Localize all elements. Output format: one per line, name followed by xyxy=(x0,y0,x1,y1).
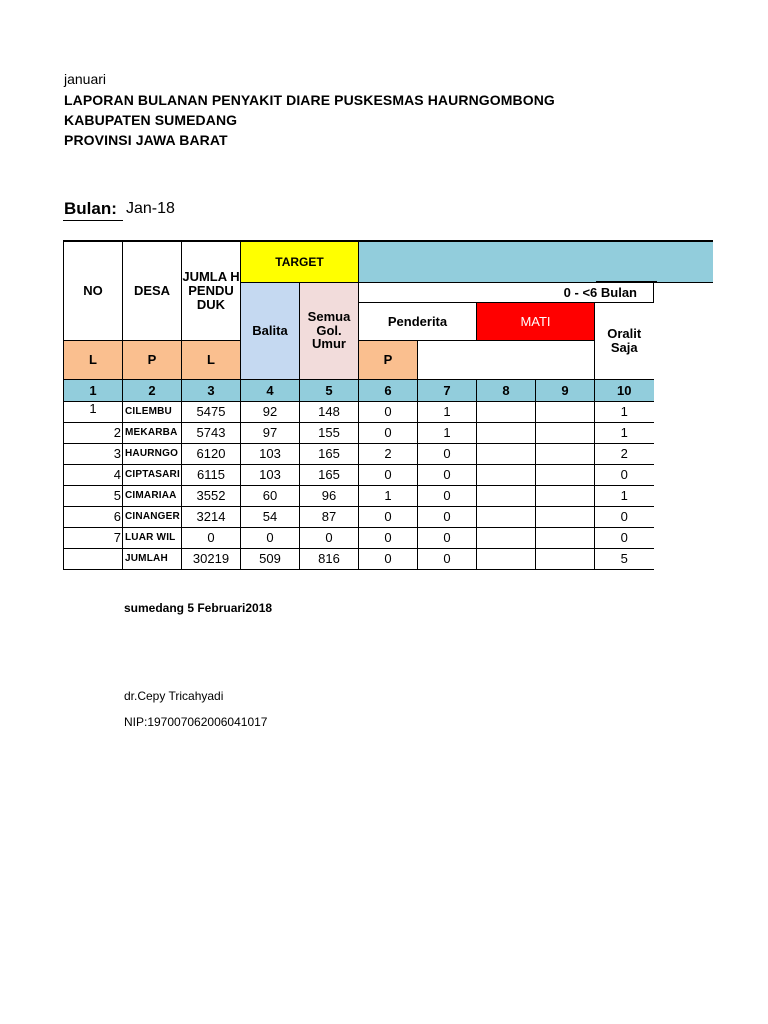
header-row-top xyxy=(64,241,713,282)
row-no: 4 xyxy=(64,464,123,485)
row-no xyxy=(64,548,123,569)
row-semua: 0 xyxy=(300,527,359,548)
row-oralit: 0 xyxy=(595,506,654,527)
table-row xyxy=(64,527,713,548)
diarrhea-report-table xyxy=(63,240,713,570)
row-mati-l xyxy=(477,506,536,527)
row-mati-p xyxy=(536,527,595,548)
header-mati: MATI xyxy=(477,302,595,340)
row-penderita-l: 0 xyxy=(359,506,418,527)
row-penduduk: 6120 xyxy=(182,443,241,464)
header-target: TARGET xyxy=(241,241,359,282)
row-penduduk: 6115 xyxy=(182,464,241,485)
row-mati-l xyxy=(477,443,536,464)
row-balita: 509 xyxy=(241,548,300,569)
table-row xyxy=(64,401,713,422)
row-desa: CINANGER xyxy=(123,506,182,527)
row-penduduk: 3214 xyxy=(182,506,241,527)
row-oralit: 1 xyxy=(595,485,654,506)
column-number: 5 xyxy=(300,379,359,401)
row-semua: 96 xyxy=(300,485,359,506)
row-desa: LUAR WIL xyxy=(123,527,182,548)
row-mati-p xyxy=(536,401,595,422)
report-month: januari xyxy=(64,71,107,87)
table-row xyxy=(64,464,713,485)
row-penderita-l: 0 xyxy=(359,548,418,569)
row-penderita-l: 1 xyxy=(359,485,418,506)
period-label-underline xyxy=(63,220,123,221)
row-mati-p xyxy=(536,548,595,569)
row-balita: 103 xyxy=(241,464,300,485)
row-penderita-l: 0 xyxy=(359,464,418,485)
row-oralit: 0 xyxy=(595,527,654,548)
row-mati-l xyxy=(477,422,536,443)
header-semua-gol-umur: Semua Gol. Umur xyxy=(300,282,359,379)
row-mati-p xyxy=(536,443,595,464)
row-no: 2 xyxy=(64,422,123,443)
column-number-row xyxy=(64,379,713,401)
table-row xyxy=(64,506,713,527)
row-penderita-l: 0 xyxy=(359,401,418,422)
table-row xyxy=(64,422,713,443)
row-mati-p xyxy=(536,506,595,527)
row-balita: 0 xyxy=(241,527,300,548)
row-balita: 54 xyxy=(241,506,300,527)
row-penderita-p: 0 xyxy=(418,527,477,548)
row-penderita-p: 0 xyxy=(418,506,477,527)
row-semua: 155 xyxy=(300,422,359,443)
row-balita: 92 xyxy=(241,401,300,422)
row-mati-p xyxy=(536,422,595,443)
row-mati-l xyxy=(477,485,536,506)
header-teal-band xyxy=(359,241,713,282)
table-total-row xyxy=(64,548,713,569)
row-penderita-l: 2 xyxy=(359,443,418,464)
row-penduduk: 30219 xyxy=(182,548,241,569)
report-province: PROVINSI JAWA BARAT xyxy=(64,132,228,148)
row-penderita-p: 0 xyxy=(418,464,477,485)
row-mati-l xyxy=(477,464,536,485)
row-no: 6 xyxy=(64,506,123,527)
row-balita: 97 xyxy=(241,422,300,443)
row-semua: 816 xyxy=(300,548,359,569)
row-balita: 103 xyxy=(241,443,300,464)
row-semua: 165 xyxy=(300,464,359,485)
row-penderita-l: 0 xyxy=(359,422,418,443)
age-row-rule xyxy=(596,281,657,282)
row-penderita-p: 1 xyxy=(418,422,477,443)
period-value: Jan-18 xyxy=(126,200,175,217)
header-oralit-saja: Oralit Saja xyxy=(595,302,654,379)
period-label: Bulan: xyxy=(64,199,117,218)
row-desa: CIMARIAA xyxy=(123,485,182,506)
table-row xyxy=(64,443,713,464)
header-mati-p: P xyxy=(359,340,418,379)
column-number: 10 xyxy=(595,379,654,401)
row-no: 7 xyxy=(64,527,123,548)
row-semua: 148 xyxy=(300,401,359,422)
table-row xyxy=(64,485,713,506)
row-penduduk: 5475 xyxy=(182,401,241,422)
row-desa: CIPTASARI xyxy=(123,464,182,485)
column-number: 1 xyxy=(64,379,123,401)
header-penderita-l: L xyxy=(64,340,123,379)
row-oralit: 0 xyxy=(595,464,654,485)
header-balita: Balita xyxy=(241,282,300,379)
row-mati-l xyxy=(477,548,536,569)
column-number: 6 xyxy=(359,379,418,401)
row-mati-p xyxy=(536,464,595,485)
column-number: 8 xyxy=(477,379,536,401)
row-penderita-l: 0 xyxy=(359,527,418,548)
column-number: 2 xyxy=(123,379,182,401)
row-no: 3 xyxy=(64,443,123,464)
row-desa: HAURNGO xyxy=(123,443,182,464)
row-penderita-p: 1 xyxy=(418,401,477,422)
report-regency: KABUPATEN SUMEDANG xyxy=(64,112,238,128)
row-oralit: 5 xyxy=(595,548,654,569)
row-mati-p xyxy=(536,485,595,506)
header-jumlah-penduduk: JUMLA H PENDU DUK xyxy=(182,241,241,340)
row-oralit: 1 xyxy=(595,401,654,422)
row-oralit: 2 xyxy=(595,443,654,464)
row-penduduk: 3552 xyxy=(182,485,241,506)
column-number: 3 xyxy=(182,379,241,401)
place-date: sumedang 5 Februari2018 xyxy=(124,601,273,615)
column-number: 9 xyxy=(536,379,595,401)
row-semua: 87 xyxy=(300,506,359,527)
column-number: 4 xyxy=(241,379,300,401)
header-penderita-p: P xyxy=(123,340,182,379)
row-no: 1 xyxy=(64,401,123,422)
page-edge-mask xyxy=(657,284,768,574)
row-penduduk: 0 xyxy=(182,527,241,548)
row-desa: CILEMBU xyxy=(123,401,182,422)
row-penduduk: 5743 xyxy=(182,422,241,443)
signer-nip: NIP:197007062006041017 xyxy=(124,715,268,729)
row-oralit: 1 xyxy=(595,422,654,443)
header-age-group: 0 - <6 Bulan xyxy=(359,282,654,302)
row-semua: 165 xyxy=(300,443,359,464)
row-penderita-p: 0 xyxy=(418,443,477,464)
signer-name: dr.Cepy Tricahyadi xyxy=(124,689,224,703)
report-title: LAPORAN BULANAN PENYAKIT DIARE PUSKESMAS HAURNGOMBONG xyxy=(64,92,555,108)
row-penderita-p: 0 xyxy=(418,485,477,506)
header-no: NO xyxy=(64,241,123,340)
header-desa: DESA xyxy=(123,241,182,340)
row-mati-l xyxy=(477,527,536,548)
row-desa-total: JUMLAH xyxy=(123,548,182,569)
row-balita: 60 xyxy=(241,485,300,506)
row-no: 5 xyxy=(64,485,123,506)
header-mati-l: L xyxy=(182,340,241,379)
column-number: 7 xyxy=(418,379,477,401)
row-mati-l xyxy=(477,401,536,422)
row-penderita-p: 0 xyxy=(418,548,477,569)
header-penderita: Penderita xyxy=(359,302,477,340)
row-desa: MEKARBA xyxy=(123,422,182,443)
